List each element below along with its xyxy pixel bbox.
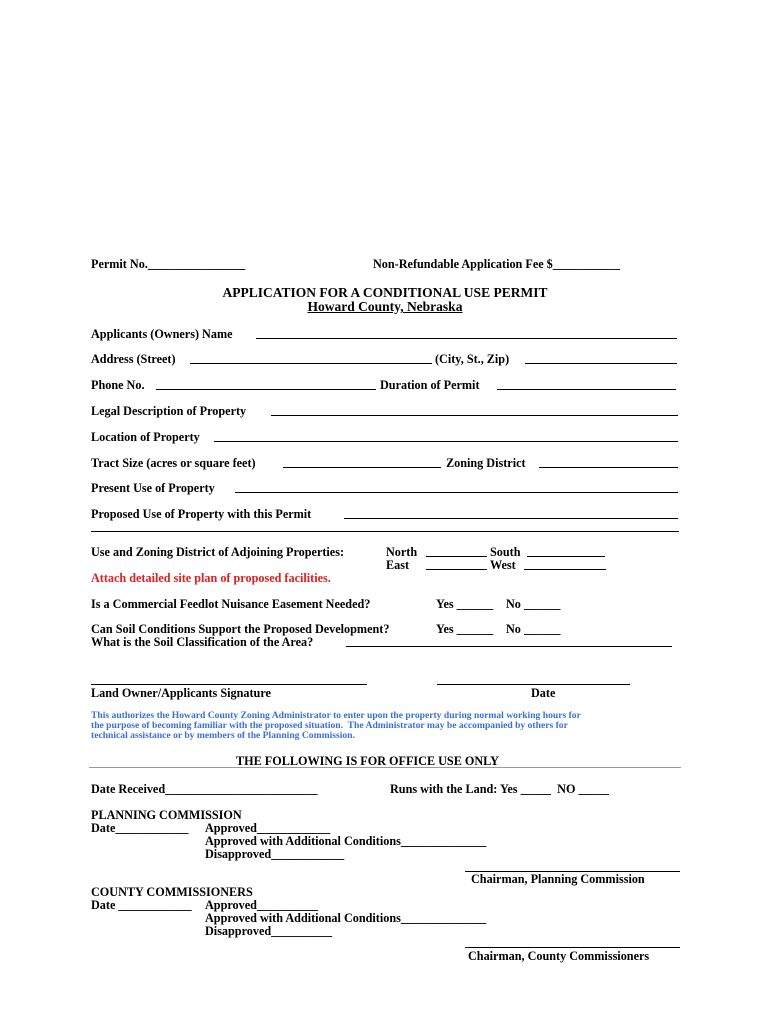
soil-classification-label: What is the Soil Classification of the Area? bbox=[91, 635, 314, 649]
city-state-zip-label: (City, St., Zip) bbox=[435, 352, 510, 366]
signature-date-label: Date bbox=[531, 686, 556, 700]
east-label: East bbox=[386, 558, 410, 572]
county-chairman-label: Chairman, County Commissioners bbox=[468, 949, 650, 963]
applicants-name-field[interactable] bbox=[256, 338, 677, 339]
authorization-line-1: This authorizes the Howard County Zoning Administrator to enter upon the property during normal working hours for bbox=[91, 710, 581, 721]
south-field[interactable] bbox=[527, 556, 605, 557]
present-use-label: Present Use of Property bbox=[91, 481, 215, 495]
phone-label: Phone No. bbox=[91, 378, 145, 392]
county-chairman-signature-line[interactable] bbox=[465, 947, 680, 948]
county-commissioners-heading: COUNTY COMMISSIONERS bbox=[91, 885, 253, 899]
authorization-line-2: the purpose of becoming familiar with the proposed situation. The Administrator may be accompanied by others for bbox=[91, 720, 568, 731]
phone-field[interactable] bbox=[156, 389, 376, 390]
zoning-district-field[interactable] bbox=[539, 467, 678, 468]
planning-approved[interactable]: Approved____________ bbox=[205, 821, 331, 835]
legal-description-field[interactable] bbox=[271, 415, 678, 416]
tract-size-label: Tract Size (acres or square feet) bbox=[91, 456, 256, 470]
address-street-field[interactable] bbox=[190, 363, 432, 364]
zoning-district-label: Zoning District bbox=[446, 456, 526, 470]
signature-date-line[interactable] bbox=[437, 684, 630, 685]
authorization-line-3: technical assistance or by members of the Planning Commission. bbox=[91, 730, 355, 741]
soil-question: Can Soil Conditions Support the Proposed Development? bbox=[91, 622, 390, 636]
north-label: North bbox=[386, 545, 418, 559]
proposed-use-field-line-2[interactable] bbox=[91, 531, 679, 532]
soil-yes[interactable]: Yes ______ bbox=[436, 622, 494, 636]
soil-classification-field[interactable] bbox=[346, 646, 672, 647]
signature-label: Land Owner/Applicants Signature bbox=[91, 686, 271, 700]
feedlot-no[interactable]: No ______ bbox=[506, 597, 561, 611]
west-field[interactable] bbox=[524, 569, 606, 570]
attach-site-plan-note: Attach detailed site plan of proposed facilities. bbox=[91, 571, 331, 585]
present-use-field[interactable] bbox=[235, 492, 678, 493]
planning-approved-conditions[interactable]: Approved with Additional Conditions______________ bbox=[205, 834, 487, 848]
office-use-heading: THE FOLLOWING IS FOR OFFICE USE ONLY bbox=[236, 754, 499, 768]
proposed-use-label: Proposed Use of Property with this Permit bbox=[91, 507, 312, 521]
applicants-name-label: Applicants (Owners) Name bbox=[91, 327, 233, 341]
location-field[interactable] bbox=[214, 441, 678, 442]
date-received[interactable]: Date Received_________________________ bbox=[91, 782, 318, 796]
planning-chairman-label: Chairman, Planning Commission bbox=[471, 872, 645, 886]
adjoining-properties-label: Use and Zoning District of Adjoining Properties: bbox=[91, 545, 345, 559]
application-fee: Non-Refundable Application Fee $___________ bbox=[373, 257, 620, 271]
west-label: West bbox=[490, 558, 516, 572]
duration-label: Duration of Permit bbox=[380, 378, 480, 392]
planning-date[interactable]: Date____________ bbox=[91, 821, 189, 835]
feedlot-question: Is a Commercial Feedlot Nuisance Easement Needed? bbox=[91, 597, 371, 611]
office-use-divider bbox=[89, 767, 681, 768]
east-field[interactable] bbox=[426, 569, 487, 570]
form-subtitle: Howard County, Nebraska bbox=[307, 299, 463, 314]
county-approved-conditions[interactable]: Approved with Additional Conditions______________ bbox=[205, 911, 487, 925]
legal-description-label: Legal Description of Property bbox=[91, 404, 247, 418]
signature-line[interactable] bbox=[91, 684, 367, 685]
county-date[interactable]: Date ____________ bbox=[91, 898, 192, 912]
feedlot-yes[interactable]: Yes ______ bbox=[436, 597, 494, 611]
north-field[interactable] bbox=[426, 556, 487, 557]
runs-with-land[interactable]: Runs with the Land: Yes _____ NO _____ bbox=[390, 782, 609, 796]
form-title: APPLICATION FOR A CONDITIONAL USE PERMIT bbox=[222, 285, 548, 300]
soil-no[interactable]: No ______ bbox=[506, 622, 561, 636]
permit-number: Permit No.________________ bbox=[91, 257, 246, 271]
address-street-label: Address (Street) bbox=[91, 352, 176, 366]
duration-field[interactable] bbox=[497, 389, 676, 390]
county-approved[interactable]: Approved__________ bbox=[205, 898, 318, 912]
city-state-zip-field[interactable] bbox=[525, 363, 677, 364]
planning-commission-heading: PLANNING COMMISSION bbox=[91, 808, 242, 822]
county-disapproved[interactable]: Disapproved__________ bbox=[205, 924, 333, 938]
tract-size-field[interactable] bbox=[283, 467, 441, 468]
proposed-use-field[interactable] bbox=[344, 518, 678, 519]
south-label: South bbox=[490, 545, 521, 559]
planning-disapproved[interactable]: Disapproved____________ bbox=[205, 847, 345, 861]
location-label: Location of Property bbox=[91, 430, 200, 444]
